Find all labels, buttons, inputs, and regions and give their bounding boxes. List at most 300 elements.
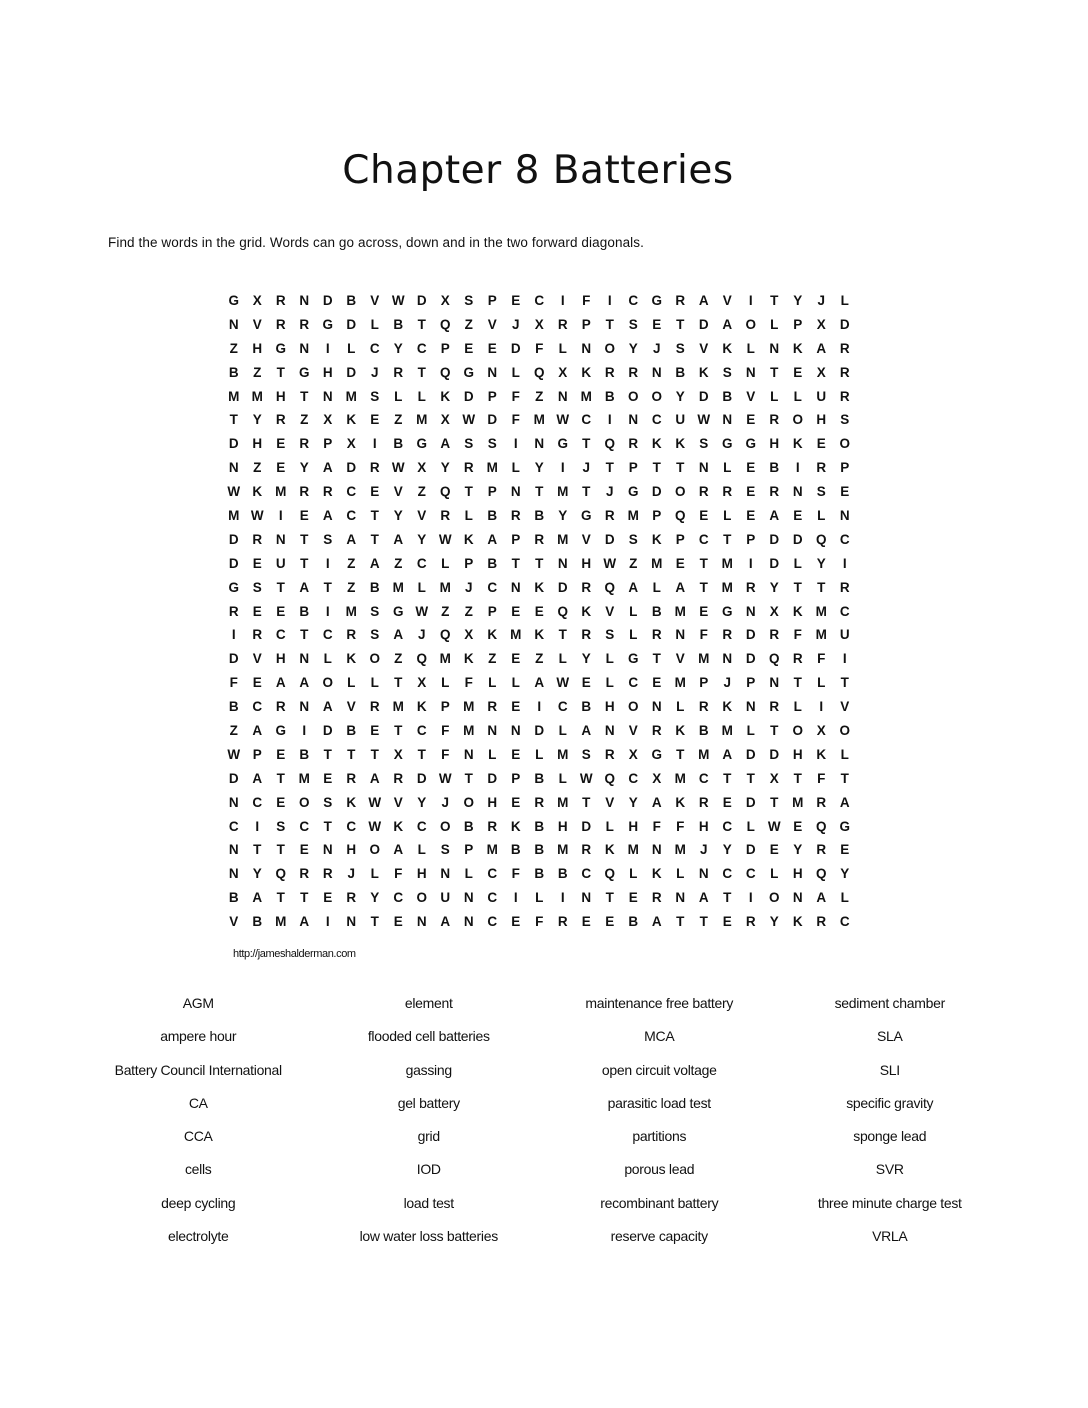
grid-letter: C — [722, 866, 733, 882]
grid-letter: M — [392, 699, 404, 715]
grid-letter: S — [722, 364, 732, 380]
grid-letter: A — [299, 579, 310, 595]
grid-letter: C — [228, 818, 239, 834]
grid-letter: M — [698, 746, 710, 762]
word-bank-item: element — [404, 995, 453, 1011]
grid-letter: B — [604, 388, 615, 404]
grid-letter: R — [440, 508, 451, 524]
grid-letter: J — [817, 293, 825, 308]
grid-letter: R — [346, 770, 357, 786]
grid-letter: Y — [769, 579, 779, 595]
grid-letter: M — [228, 388, 240, 404]
grid-letter: J — [441, 794, 449, 810]
grid-letter: V — [581, 531, 591, 547]
grid-letter: T — [699, 914, 708, 930]
grid-letter: I — [325, 603, 330, 619]
grid-row — [222, 671, 857, 695]
grid-letter: L — [535, 890, 544, 906]
grid-letter: T — [676, 914, 685, 930]
grid-letter: A — [393, 531, 404, 547]
grid-letter: V — [699, 340, 709, 356]
grid-letter: D — [228, 555, 239, 571]
grid-letter: L — [558, 340, 567, 356]
grid-letter: H — [792, 866, 803, 882]
grid-letter: E — [370, 412, 380, 428]
grid-letter: S — [370, 388, 380, 404]
grid-letter: A — [322, 508, 333, 524]
grid-letter: A — [322, 699, 333, 715]
grid-letter: C — [487, 914, 498, 930]
grid-letter: Z — [488, 651, 497, 667]
grid-letter: C — [839, 531, 850, 547]
grid-letter: K — [440, 388, 451, 404]
grid-row — [222, 862, 857, 886]
word-bank-item: low water loss batteries — [359, 1228, 498, 1245]
grid-letter: E — [581, 675, 591, 691]
grid-letter: R — [816, 842, 827, 858]
grid-row — [222, 552, 857, 576]
grid-letter: H — [557, 818, 568, 834]
grid-letter: V — [252, 651, 262, 667]
word-bank-item: Battery Council International — [114, 1061, 282, 1078]
grid-letter: S — [440, 842, 450, 858]
grid-letter: Y — [581, 651, 591, 667]
grid-letter: X — [816, 723, 826, 739]
grid-letter: N — [769, 675, 780, 691]
grid-letter: X — [816, 364, 826, 380]
grid-letter: B — [628, 914, 639, 930]
grid-letter: T — [817, 579, 826, 595]
word-bank-row — [83, 1159, 1005, 1192]
grid-letter: S — [699, 436, 709, 452]
grid-letter: H — [698, 818, 709, 834]
grid-letter: L — [793, 555, 802, 571]
grid-letter: L — [464, 508, 473, 524]
grid-letter: B — [534, 866, 545, 882]
grid-letter: E — [252, 675, 262, 691]
grid-letter: N — [299, 699, 310, 715]
grid-letter: T — [370, 746, 379, 762]
grid-letter: R — [369, 460, 380, 476]
grid-letter: O — [369, 842, 380, 858]
grid-letter: M — [486, 842, 498, 858]
grid-letter: L — [840, 890, 849, 906]
grid-letter: R — [769, 627, 780, 643]
grid-letter: D — [651, 484, 662, 500]
grid-letter: R — [487, 818, 498, 834]
grid-letter: L — [676, 866, 685, 882]
grid-letter: E — [276, 460, 286, 476]
grid-letter: G — [228, 579, 239, 595]
grid-letter: X — [417, 675, 427, 691]
grid-letter: R — [839, 340, 850, 356]
grid-letter: R — [604, 746, 615, 762]
grid-letter: O — [674, 484, 686, 500]
grid-letter: F — [441, 723, 450, 739]
grid-letter: R — [816, 460, 827, 476]
grid-row — [222, 289, 857, 313]
word-bank-item: deep cycling — [161, 1194, 236, 1211]
grid-letter: M — [651, 555, 663, 571]
grid-letter: T — [276, 770, 285, 786]
grid-letter: N — [722, 412, 733, 428]
grid-row — [222, 743, 857, 767]
grid-letter: C — [487, 866, 498, 882]
grid-letter: E — [840, 484, 850, 500]
grid-letter: L — [347, 340, 356, 356]
grid-letter: N — [463, 746, 474, 762]
grid-letter: I — [748, 293, 753, 308]
grid-letter: Z — [535, 651, 544, 667]
grid-letter: C — [416, 340, 427, 356]
grid-letter: D — [745, 794, 756, 810]
grid-letter: I — [607, 412, 612, 428]
grid-letter: E — [252, 555, 262, 571]
grid-letter: V — [346, 699, 356, 715]
grid-letter: L — [441, 555, 450, 571]
grid-letter: E — [840, 842, 850, 858]
grid-letter: A — [252, 890, 263, 906]
grid-letter: B — [487, 508, 498, 524]
grid-letter: R — [487, 699, 498, 715]
grid-letter: E — [276, 603, 286, 619]
word-bank-item: VRLA — [872, 1228, 908, 1245]
grid-letter: T — [347, 746, 356, 762]
grid-letter: M — [557, 842, 569, 858]
grid-letter: I — [819, 699, 824, 715]
grid-letter: R — [275, 316, 286, 332]
grid-letter: R — [252, 531, 263, 547]
grid-letter: Y — [769, 914, 779, 930]
grid-letter: B — [698, 723, 709, 739]
grid-letter: B — [510, 842, 521, 858]
word-bank-item: specific gravity — [846, 1094, 934, 1111]
grid-letter: N — [440, 866, 451, 882]
grid-letter: G — [627, 651, 639, 667]
grid-letter: C — [275, 627, 286, 643]
grid-letter: U — [839, 627, 850, 643]
grid-letter: Z — [300, 412, 309, 428]
word-bank-item: SLI — [879, 1061, 900, 1078]
grid-letter: M — [298, 770, 310, 786]
grid-letter: L — [793, 699, 802, 715]
word-bank-item: MCA — [644, 1028, 675, 1045]
grid-letter: Q — [604, 436, 615, 452]
grid-letter: R — [581, 842, 592, 858]
grid-letter: E — [511, 293, 521, 308]
grid-row — [222, 791, 857, 815]
grid-letter: M — [674, 770, 686, 786]
grid-letter: E — [652, 675, 662, 691]
word-search-grid — [222, 289, 857, 934]
grid-letter: B — [252, 914, 263, 930]
grid-letter: W — [767, 818, 781, 834]
grid-letter: K — [604, 842, 615, 858]
grid-letter: Y — [393, 508, 403, 524]
grid-letter: X — [769, 770, 779, 786]
grid-letter: P — [675, 531, 685, 547]
grid-letter: V — [393, 484, 403, 500]
grid-letter: N — [745, 603, 756, 619]
word-bank-row — [83, 1126, 1005, 1159]
grid-letter: B — [534, 508, 545, 524]
grid-row — [222, 600, 857, 624]
grid-letter: J — [347, 866, 355, 882]
grid-letter: C — [651, 412, 662, 428]
grid-letter: C — [369, 340, 380, 356]
grid-letter: S — [370, 627, 380, 643]
grid-letter: C — [322, 627, 333, 643]
grid-letter: N — [628, 412, 639, 428]
word-bank-item: sediment chamber — [834, 995, 945, 1011]
grid-letter: X — [346, 436, 356, 452]
grid-letter: W — [462, 412, 476, 428]
grid-letter: T — [394, 723, 403, 739]
grid-letter: X — [252, 293, 262, 308]
grid-letter: R — [651, 723, 662, 739]
grid-letter: E — [769, 842, 779, 858]
grid-letter: E — [323, 890, 333, 906]
grid-letter: T — [300, 890, 309, 906]
grid-letter: X — [464, 627, 474, 643]
grid-letter: E — [276, 794, 286, 810]
grid-letter: A — [299, 914, 310, 930]
grid-letter: Z — [464, 316, 473, 332]
grid-letter: U — [440, 890, 451, 906]
grid-letter: J — [652, 340, 661, 356]
grid-letter: S — [323, 531, 333, 547]
grid-letter: T — [723, 770, 732, 786]
grid-letter: E — [276, 436, 286, 452]
grid-letter: Y — [393, 340, 403, 356]
grid-row — [222, 838, 857, 862]
grid-letter: I — [325, 914, 330, 930]
word-bank-item: reserve capacity — [610, 1228, 708, 1245]
grid-letter: M — [345, 388, 357, 404]
grid-letter: P — [464, 555, 474, 571]
grid-letter: Y — [370, 890, 380, 906]
grid-letter: G — [839, 818, 850, 834]
grid-letter: E — [534, 603, 544, 619]
grid-letter: O — [322, 675, 333, 691]
grid-letter: E — [252, 603, 262, 619]
word-bank-item: CA — [188, 1094, 208, 1111]
grid-letter: L — [511, 364, 520, 380]
grid-letter: S — [840, 412, 850, 428]
grid-letter: E — [746, 412, 756, 428]
word-bank-item: cells — [184, 1161, 212, 1178]
grid-letter: D — [346, 460, 357, 476]
grid-letter: D — [839, 316, 850, 332]
grid-letter: D — [322, 723, 333, 739]
source-url[interactable]: http://jameshalderman.com — [233, 948, 356, 960]
grid-letter: G — [557, 436, 568, 452]
grid-letter: B — [581, 699, 592, 715]
grid-letter: N — [651, 699, 662, 715]
grid-letter: R — [299, 866, 310, 882]
grid-letter: F — [817, 651, 826, 667]
grid-letter: N — [769, 340, 780, 356]
grid-letter: B — [228, 364, 239, 380]
grid-letter: A — [722, 316, 733, 332]
grid-letter: L — [840, 746, 849, 762]
grid-letter: K — [463, 531, 474, 547]
grid-letter: N — [299, 651, 310, 667]
grid-letter: N — [228, 866, 239, 882]
grid-letter: T — [723, 890, 732, 906]
grid-letter: Z — [253, 364, 262, 380]
grid-letter: D — [604, 531, 615, 547]
grid-letter: L — [370, 866, 379, 882]
grid-letter: I — [560, 293, 565, 308]
grid-row — [222, 695, 857, 719]
grid-letter: O — [792, 723, 803, 739]
grid-letter: R — [722, 484, 733, 500]
grid-letter: M — [674, 603, 686, 619]
grid-letter: R — [651, 890, 662, 906]
grid-letter: L — [511, 675, 520, 691]
instructions-text: Find the words in the grid. Words can go across, down and in the two forward diagonals. — [108, 235, 644, 250]
grid-letter: A — [816, 890, 827, 906]
grid-letter: B — [557, 866, 568, 882]
grid-letter: R — [228, 603, 239, 619]
grid-letter: A — [440, 914, 451, 930]
grid-letter: Q — [674, 508, 686, 524]
grid-letter: Z — [394, 555, 403, 571]
grid-letter: R — [534, 794, 545, 810]
grid-letter: R — [581, 579, 592, 595]
grid-letter: N — [228, 316, 239, 332]
grid-letter: N — [463, 914, 474, 930]
grid-letter: T — [652, 651, 661, 667]
grid-letter: V — [840, 699, 850, 715]
grid-letter: D — [745, 842, 756, 858]
grid-letter: Z — [535, 388, 544, 404]
grid-row — [222, 408, 857, 432]
grid-letter: K — [698, 364, 709, 380]
grid-letter: N — [698, 460, 709, 476]
grid-letter: J — [370, 364, 379, 380]
grid-letter: L — [723, 508, 732, 524]
grid-letter: L — [511, 460, 520, 476]
grid-letter: M — [674, 675, 686, 691]
grid-letter: Y — [793, 842, 803, 858]
grid-letter: N — [322, 388, 333, 404]
grid-letter: Z — [253, 460, 262, 476]
grid-letter: G — [745, 436, 756, 452]
grid-letter: R — [745, 914, 756, 930]
grid-letter: L — [605, 675, 614, 691]
grid-letter: Q — [439, 484, 451, 500]
grid-letter: H — [252, 436, 263, 452]
grid-letter: W — [438, 770, 452, 786]
grid-letter: T — [464, 770, 473, 786]
grid-letter: O — [439, 818, 451, 834]
grid-letter: T — [699, 555, 708, 571]
grid-letter: A — [651, 794, 662, 810]
grid-letter: R — [369, 699, 380, 715]
grid-letter: C — [346, 484, 357, 500]
grid-letter: E — [511, 699, 521, 715]
grid-letter: A — [675, 579, 686, 595]
grid-letter: T — [300, 627, 309, 643]
grid-letter: I — [842, 555, 847, 571]
grid-letter: F — [699, 627, 708, 643]
grid-letter: K — [792, 436, 803, 452]
grid-letter: L — [558, 723, 567, 739]
grid-letter: M — [557, 794, 569, 810]
grid-letter: D — [792, 531, 803, 547]
word-bank-row — [83, 1026, 1005, 1059]
grid-letter: N — [534, 436, 545, 452]
grid-letter: O — [369, 651, 380, 667]
grid-letter: E — [323, 770, 333, 786]
grid-row — [222, 432, 857, 456]
word-bank-item: ampere hour — [160, 1028, 237, 1045]
grid-letter: W — [579, 770, 593, 786]
grid-letter: E — [722, 794, 732, 810]
grid-letter: O — [463, 794, 474, 810]
grid-letter: T — [793, 770, 802, 786]
grid-letter: Y — [558, 508, 568, 524]
grid-letter: W — [391, 460, 405, 476]
grid-letter: I — [748, 890, 753, 906]
grid-letter: A — [322, 460, 333, 476]
grid-row — [222, 719, 857, 743]
grid-letter: R — [534, 531, 545, 547]
grid-letter: D — [346, 364, 357, 380]
grid-letter: F — [817, 770, 826, 786]
grid-letter: E — [746, 508, 756, 524]
grid-letter: E — [675, 555, 685, 571]
grid-letter: R — [698, 484, 709, 500]
grid-letter: F — [652, 818, 661, 834]
grid-letter: N — [275, 531, 286, 547]
grid-row — [222, 480, 857, 504]
grid-letter: L — [770, 316, 779, 332]
word-bank-row — [83, 993, 1005, 1026]
grid-letter: D — [487, 770, 498, 786]
grid-letter: S — [628, 316, 638, 332]
grid-letter: E — [793, 508, 803, 524]
grid-letter: X — [628, 746, 638, 762]
grid-letter: D — [346, 316, 357, 332]
grid-letter: X — [393, 746, 403, 762]
grid-letter: V — [370, 293, 380, 308]
grid-letter: E — [511, 603, 521, 619]
grid-letter: T — [793, 675, 802, 691]
grid-letter: C — [581, 866, 592, 882]
grid-letter: T — [323, 818, 332, 834]
grid-row — [222, 623, 857, 647]
grid-letter: N — [487, 723, 498, 739]
word-bank-item: CCA — [183, 1128, 213, 1145]
grid-letter: G — [275, 340, 286, 356]
grid-letter: W — [368, 794, 382, 810]
grid-letter: D — [745, 627, 756, 643]
grid-letter: Y — [722, 842, 732, 858]
grid-letter: K — [675, 723, 686, 739]
grid-letter: X — [652, 770, 662, 786]
grid-letter: P — [464, 842, 474, 858]
word-bank-item: parasitic load test — [607, 1094, 711, 1111]
grid-letter: T — [605, 316, 614, 332]
grid-letter: B — [346, 723, 357, 739]
grid-letter: U — [816, 388, 827, 404]
grid-letter: Y — [534, 460, 544, 476]
grid-letter: R — [769, 484, 780, 500]
grid-letter: K — [792, 340, 803, 356]
